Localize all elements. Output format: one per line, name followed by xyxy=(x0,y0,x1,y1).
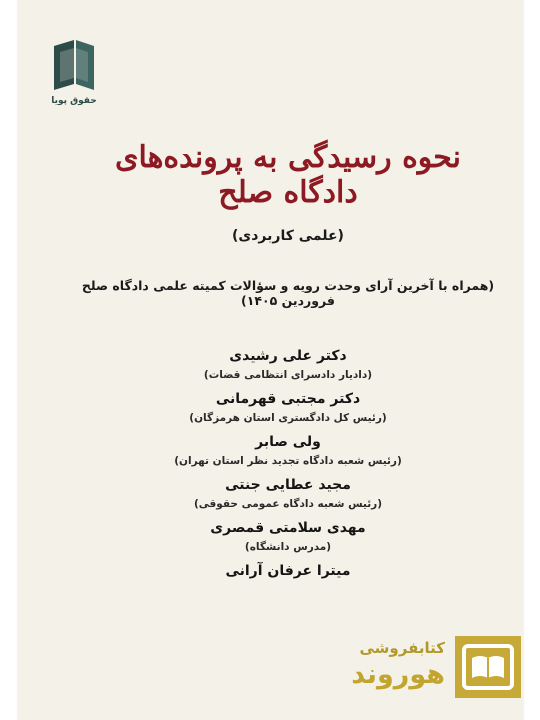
author-name: میترا عرفان آرانی xyxy=(225,563,351,579)
publisher-book-logo-icon xyxy=(50,38,98,94)
author-role: (رئیس شعبه دادگاه عمومی حقوقی) xyxy=(194,498,382,510)
author-entry xyxy=(98,346,478,385)
author-role: (مدرس دانشگاه) xyxy=(244,541,332,553)
author-entry xyxy=(98,475,478,514)
author-role: (رئیس شعبه دادگاه تجدید نظر استان تهران) xyxy=(174,455,402,467)
book-title: نحوه رسیدگی به پرونده‌های دادگاه صلح xyxy=(114,140,462,210)
logo-label: حقوق پویا xyxy=(51,96,97,106)
publisher-line1: کتابفروشی xyxy=(359,639,445,657)
open-book-icon xyxy=(462,642,514,692)
author-entry xyxy=(98,518,478,557)
publisher-name: هوروند xyxy=(351,659,445,690)
author-name: مجید عطایی جنتی xyxy=(225,477,351,493)
author-role: (رئیس کل دادگستری استان هرمزگان) xyxy=(189,412,387,424)
author-name: دکتر علی رشیدی xyxy=(229,348,347,364)
author-entry xyxy=(98,432,478,471)
publisher-badge xyxy=(305,636,523,702)
author-entry xyxy=(98,389,478,428)
edition-note: (همراه با آخرین آرای وحدت رویه و سؤالات کمیته علمی دادگاه صلح فروردین ۱۴۰۵) xyxy=(81,278,495,308)
book-cover xyxy=(18,0,523,720)
author-role: (دادیار دادسرای انتظامی قضات) xyxy=(203,369,373,381)
publisher-text xyxy=(295,638,445,692)
author-name: دکتر مجتبی قهرمانی xyxy=(215,391,361,407)
author-entry xyxy=(98,561,478,582)
author-name: مهدی سلامتی قمصری xyxy=(210,520,366,536)
book-subtitle: (علمی کاربردی) xyxy=(232,228,344,244)
author-name: ولی صابر xyxy=(255,434,321,450)
authors-list xyxy=(98,346,478,586)
publisher-logo xyxy=(44,38,104,116)
publisher-mark xyxy=(455,636,521,698)
